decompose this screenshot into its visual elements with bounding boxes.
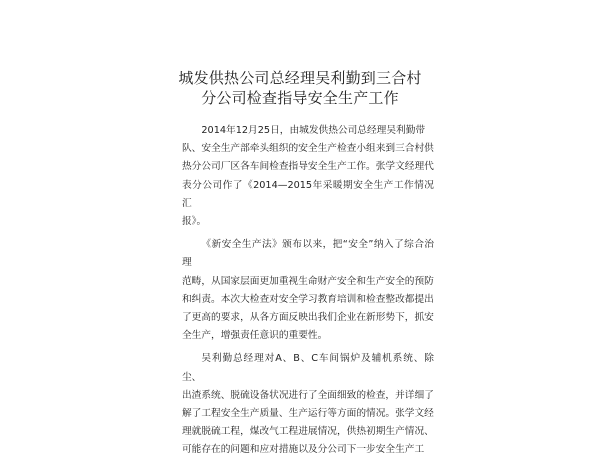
paragraph-line: 了更高的要求，从各方面反映出我们企业在新形势下，抓安 — [182, 312, 434, 324]
paragraph-line: 2014年12月25日，由城发供热公司总经理吴利勤带 — [201, 125, 426, 136]
paragraph-line: 报》。 — [182, 216, 207, 228]
title-line-2: 分公司检查指导安全生产工作 — [201, 89, 399, 107]
paragraph-line: 热分公司厂区各车间检查指导安全生产工作。张学文经理代 — [182, 161, 434, 173]
paragraph-line: 范畴，从国家层面更加重视生命财产安全和生产安全的预防 — [182, 275, 434, 287]
paragraph-line: 吴利勤总经理对A、B、C车间锅炉及辅机系统、除尘、 — [182, 353, 434, 383]
title-line-1: 城发供热公司总经理吴利勤到三合村 — [178, 69, 422, 87]
paragraph-line: 《新安全生产法》颁布以来，把“安全”纳入了综合治理 — [182, 239, 434, 269]
paragraph-line: 表分公司作了《2014—2015年采暖期安全生产工作情况汇 — [182, 179, 434, 209]
paragraph-line: 理就脱硫工程，煤改气工程进展情况，供热初期生产情况、 — [182, 426, 434, 438]
paragraph-line: 和纠责。本次大检查对安全学习教育培训和检查整改都提出 — [182, 293, 434, 305]
paragraph-line: 可能存在的问题和应对措施以及分公司下一步安全生产工 — [182, 444, 425, 456]
paragraph-line: 解了工程安全生产质量、生产运行等方面的情况。张学文经 — [182, 408, 434, 420]
paragraph-line: 全生产，增强责任意识的重要性。 — [182, 330, 328, 342]
paragraph-line: 出渣系统、脱硫设备状况进行了全面细致的检查，并详细了 — [182, 389, 434, 401]
paragraph-line: 队、安全生产部牵头组织的安全生产检查小组来到三合村供 — [182, 143, 434, 155]
paragraph-2 — [182, 236, 434, 345]
paragraph-3 — [182, 350, 434, 459]
article-title — [0, 68, 600, 108]
article-body — [182, 122, 434, 465]
paragraph-1 — [182, 122, 434, 231]
